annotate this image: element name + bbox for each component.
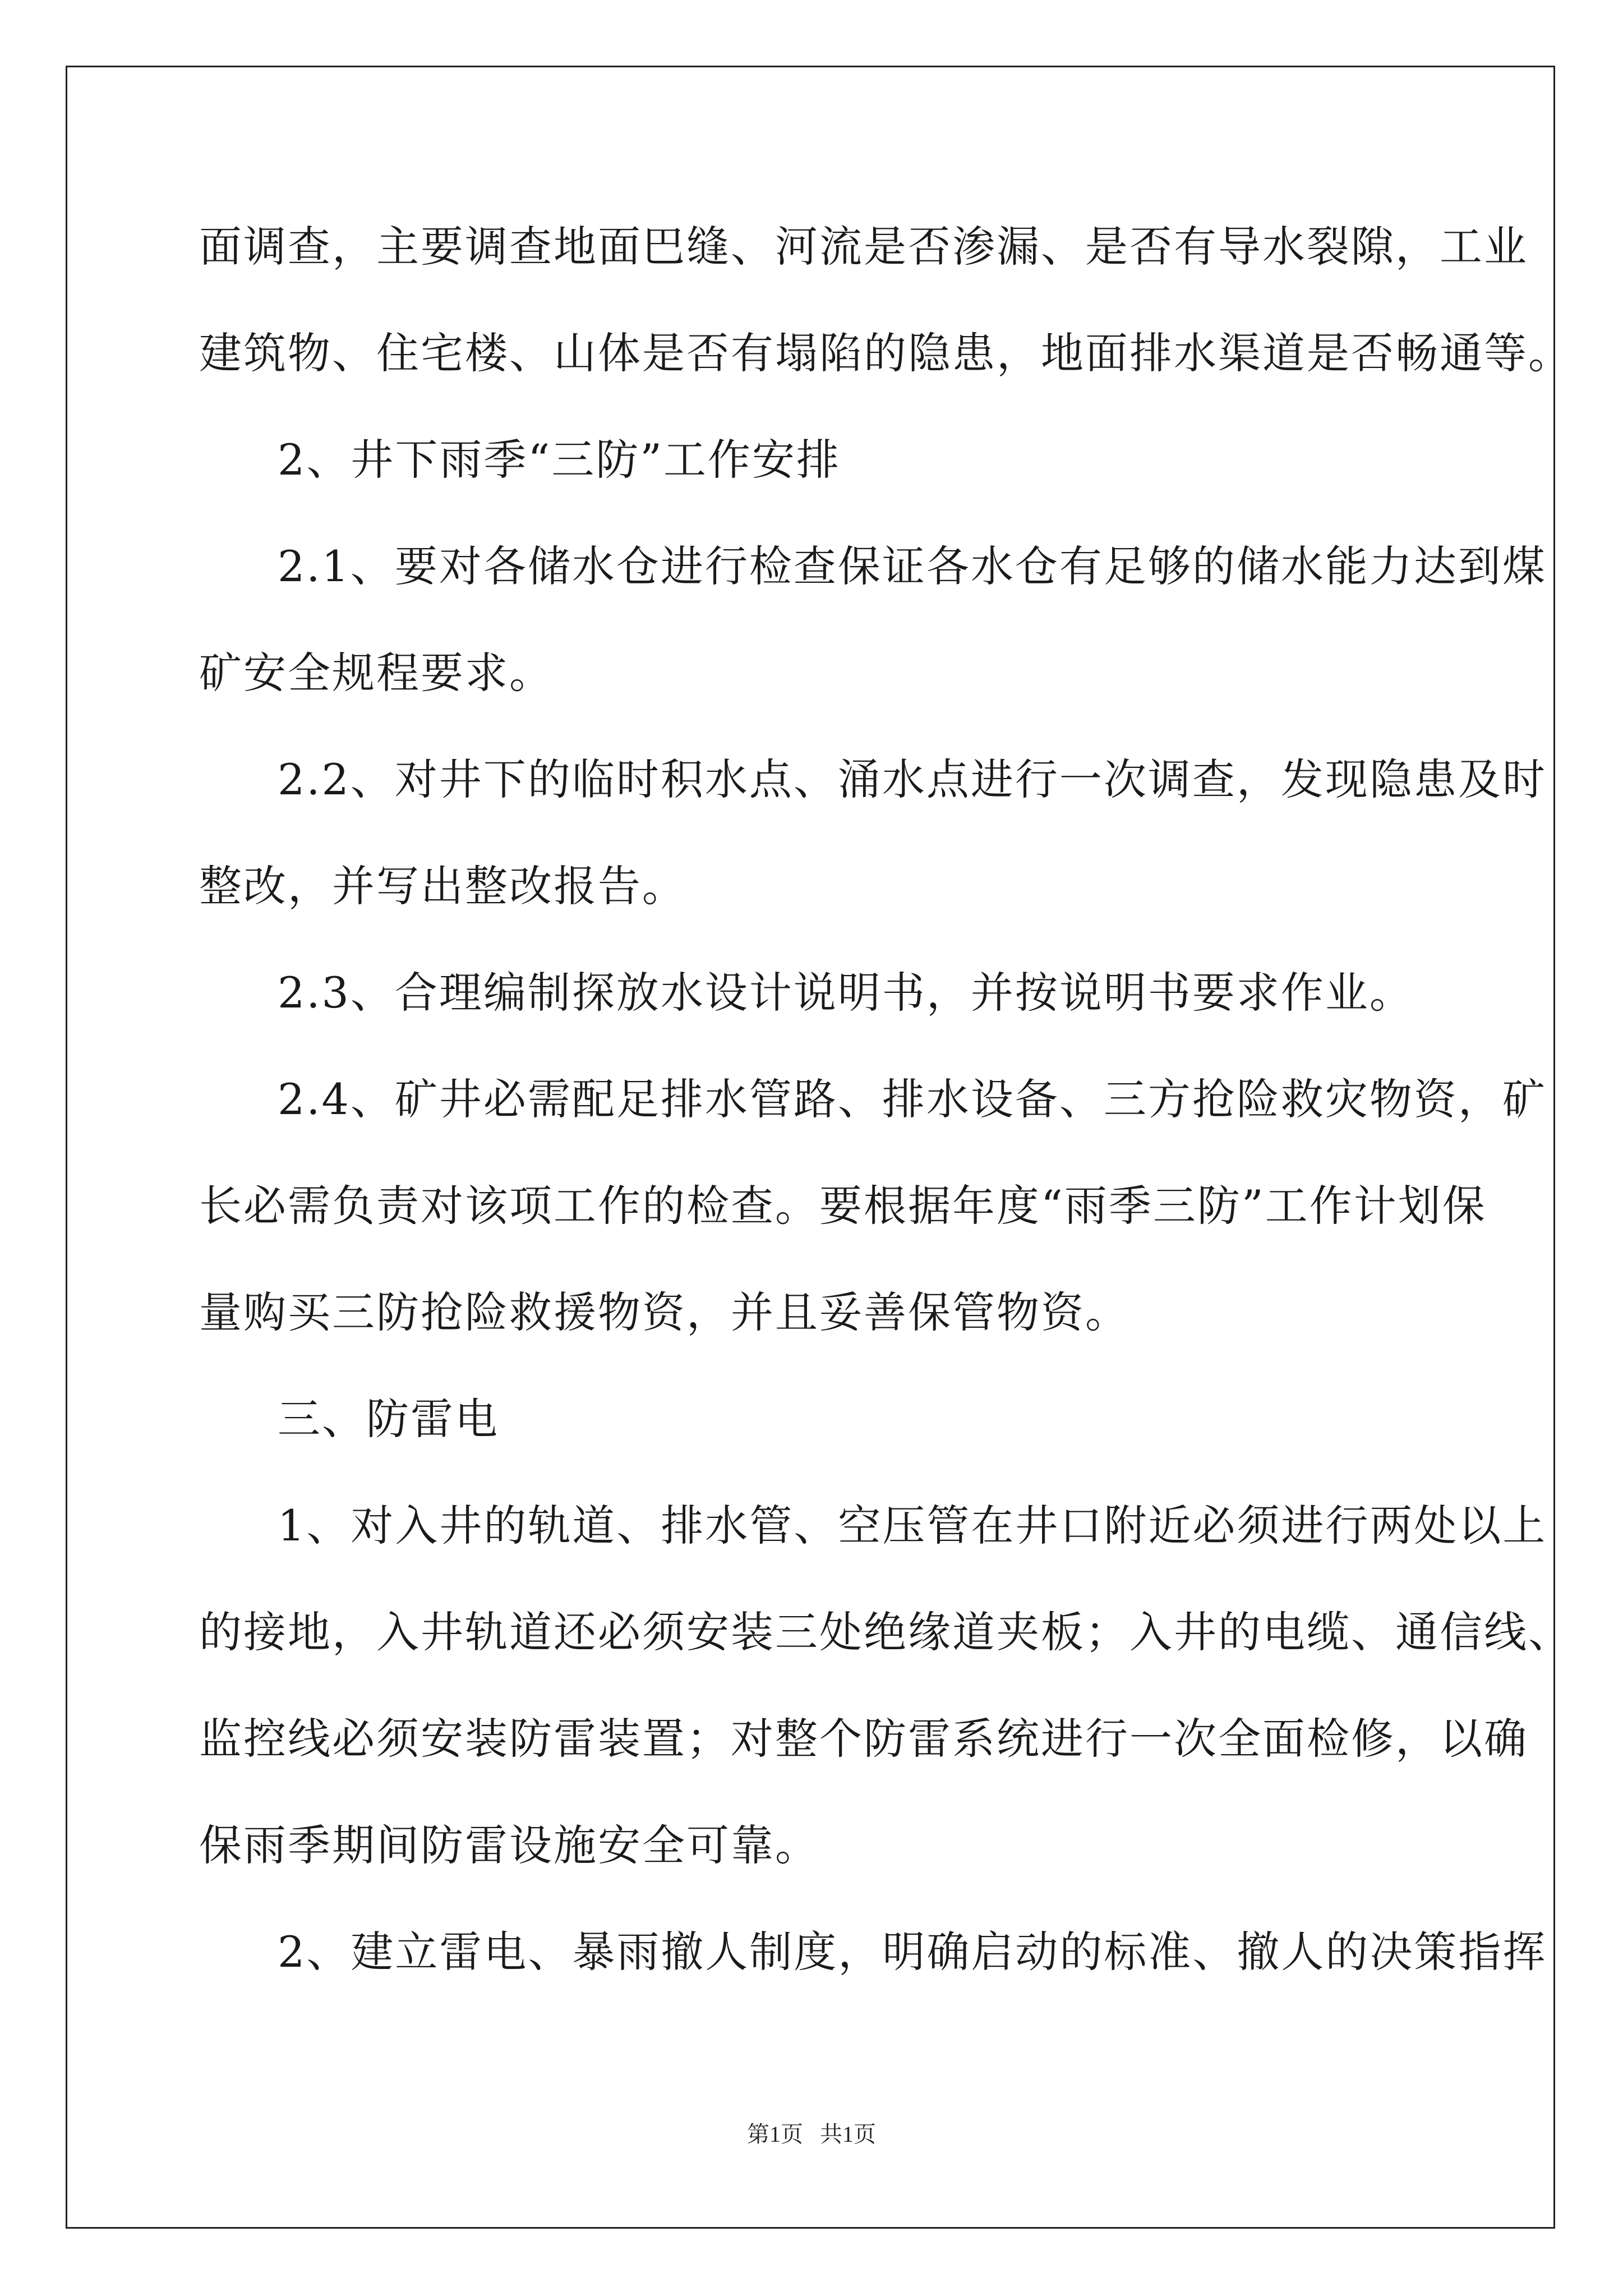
section-heading: 三、防雷电 (278, 1394, 499, 1444)
text-line: 2、建立雷电、暴雨撤人制度，明确启动的标准、撤人的决策指挥 (278, 1927, 1547, 1977)
text-line: 2.4、矿井必需配足排水管路、排水设备、三方抢险救灾物资，矿 (278, 1074, 1547, 1124)
text-line: 监控线必须安装防雷装置；对整个防雷系统进行一次全面检修，以确 (199, 1714, 1528, 1764)
text-line: 整改，并写出整改报告。 (199, 861, 686, 911)
text-line: 面调查，主要调查地面巴缝、河流是否渗漏、是否有导水裂隙，工业 (199, 222, 1528, 272)
text-line: 长必需负责对该项工作的检查。要根据年度“雨季三防”工作计划保 (199, 1181, 1487, 1231)
text-line: 2.3、合理编制探放水设计说明书，并按说明书要求作业。 (278, 968, 1414, 1018)
text-line: 的接地，入井轨道还必须安装三处绝缘道夹板；入井的电缆、通信线、 (199, 1607, 1573, 1657)
section-heading: 2、井下雨季“三防”工作安排 (278, 435, 841, 485)
text-line: 2.1、要对各储水仓进行检查保证各水仓有足够的储水能力达到煤 (278, 541, 1547, 591)
text-line: 量购买三防抢险救援物资，并且妥善保管物资。 (199, 1287, 1129, 1337)
text-line: 保雨季期间防雷设施安全可靠。 (199, 1820, 819, 1870)
page-number: 第1页 共1页 (747, 2122, 876, 2147)
text-line: 矿安全规程要求。 (199, 648, 554, 698)
text-line: 建筑物、住宅楼、山体是否有塌陷的隐患，地面排水渠道是否畅通等。 (199, 328, 1573, 378)
text-line: 2.2、对井下的临时积水点、涌水点进行一次调查，发现隐患及时 (278, 754, 1547, 804)
page-border (66, 66, 1555, 2229)
text-line: 1、对入井的轨道、排水管、空压管在井口附近必须进行两处以上 (278, 1501, 1547, 1550)
